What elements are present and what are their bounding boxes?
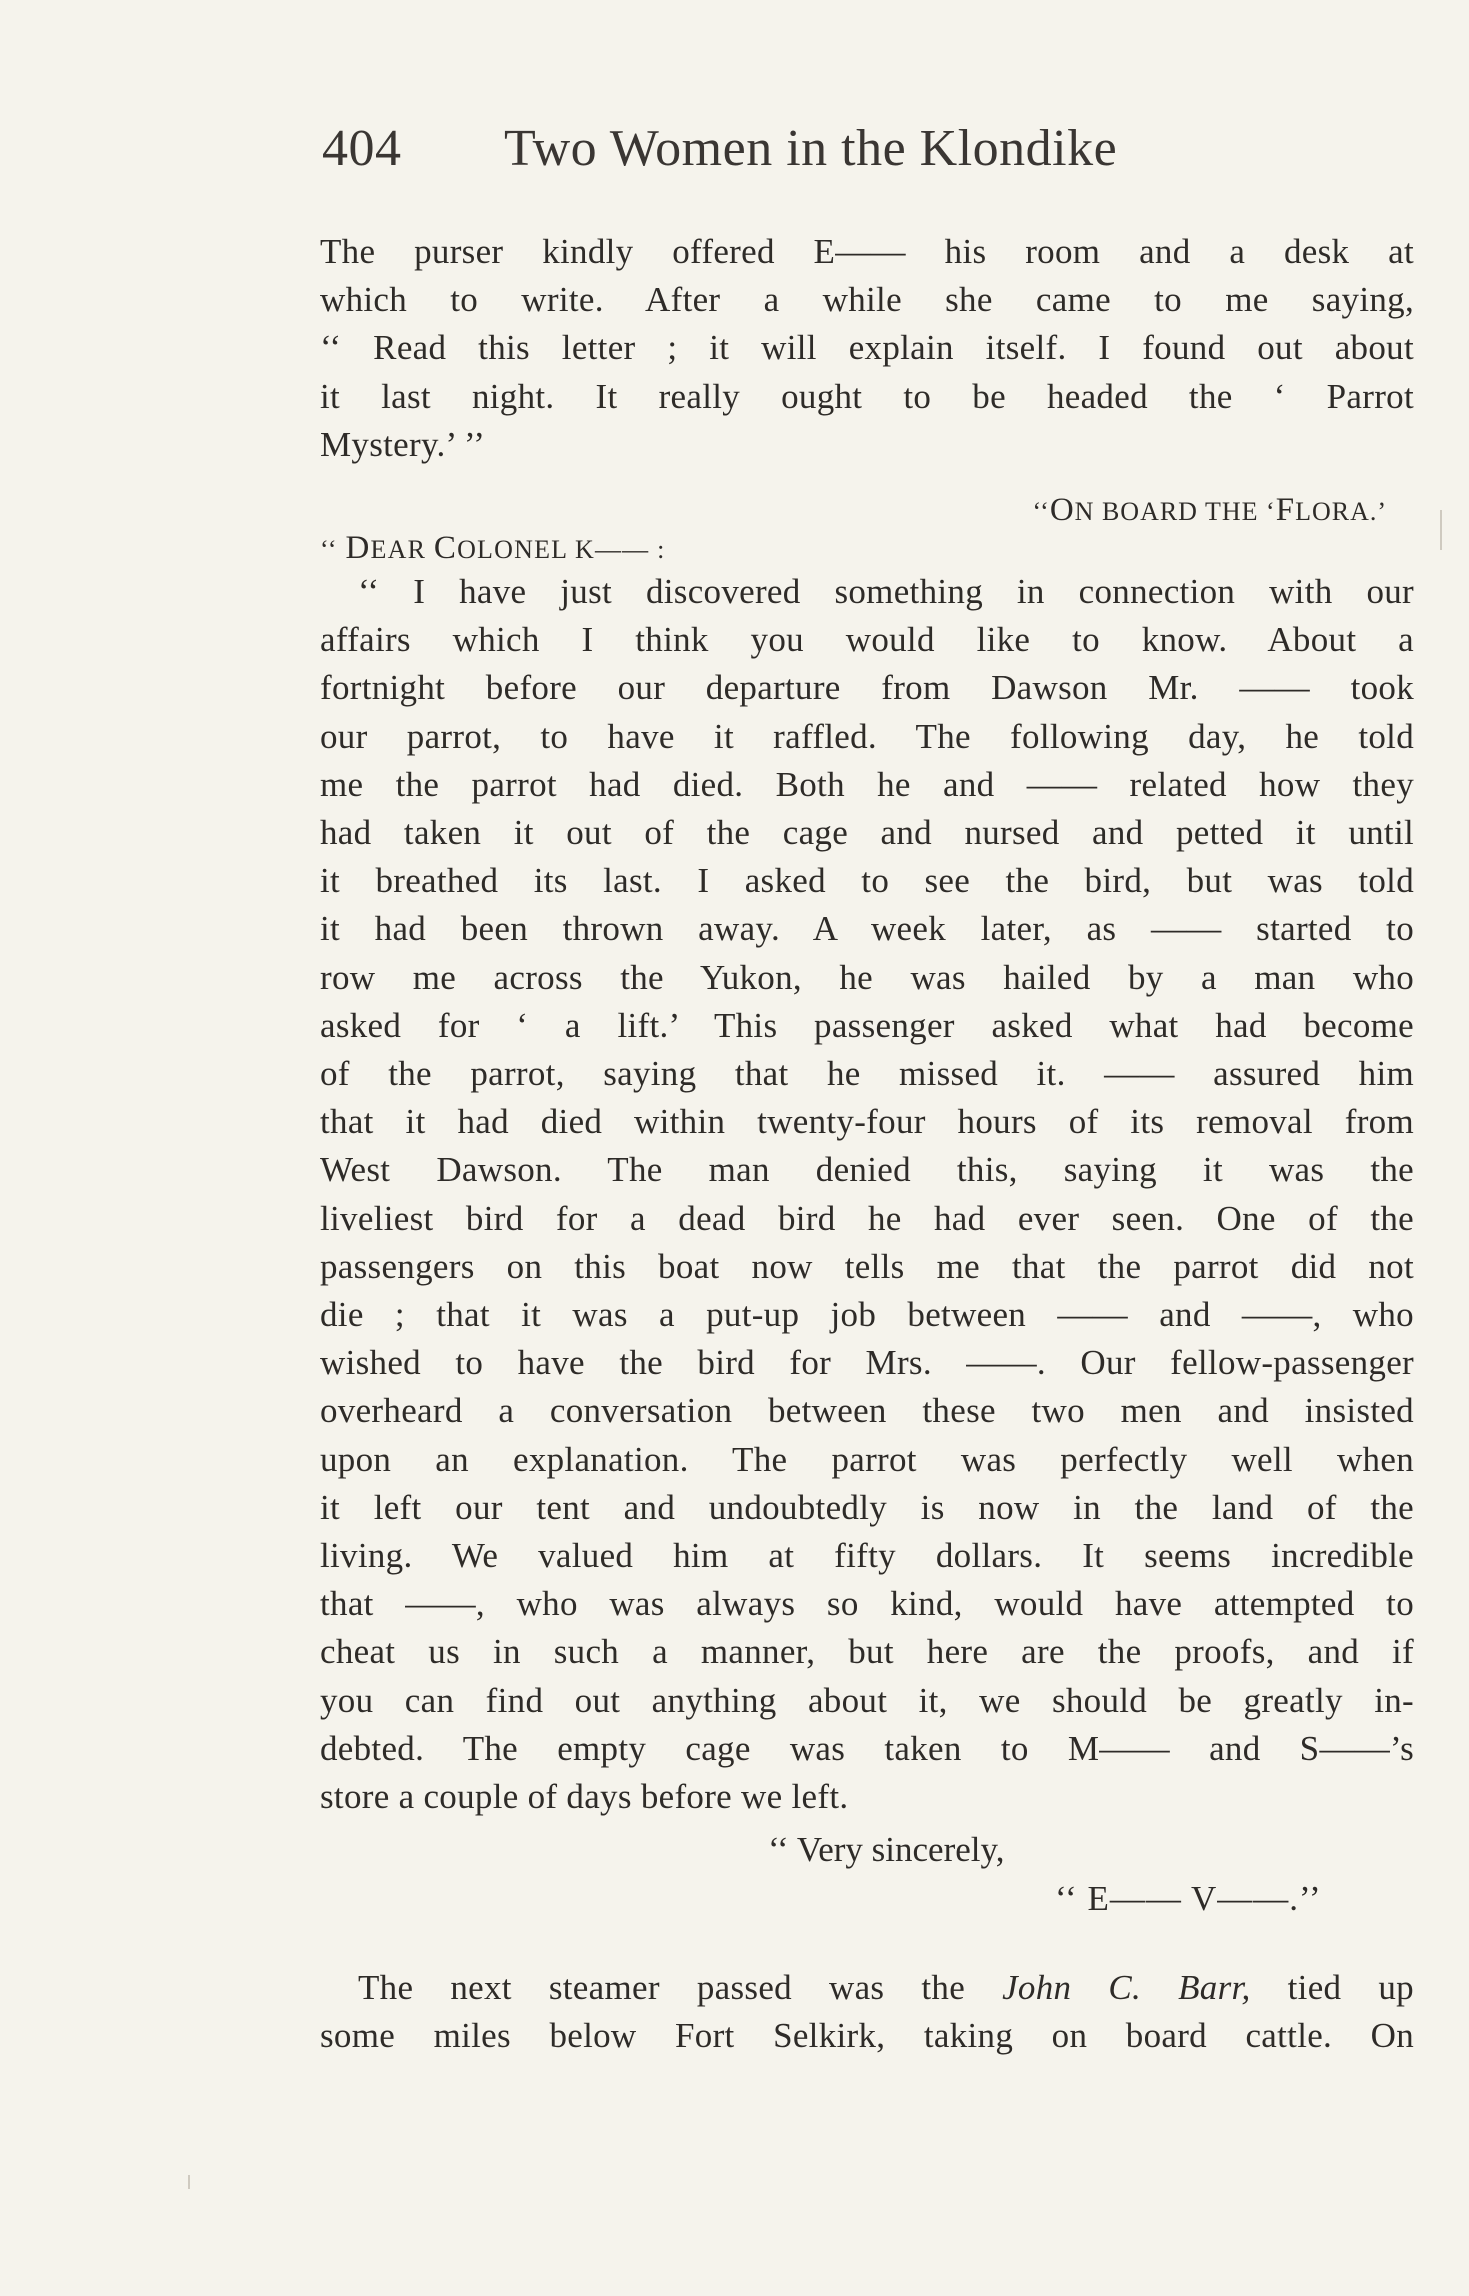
location-rest: N BOARD THE ‘ — [1074, 497, 1276, 526]
salutation-cap1: D — [345, 530, 371, 566]
text-line: had taken it out of the cage and nursed and petted it until — [320, 813, 1414, 853]
letter-salutation — [320, 524, 666, 574]
letter-closing: ‘‘ Very sincerely, — [768, 1830, 1005, 1869]
text-line: cheat us in such a manner, but here are the proofs, and if — [320, 1632, 1414, 1672]
intro-paragraph — [320, 228, 1414, 469]
location-cap2: F — [1275, 492, 1296, 528]
letter-location — [1032, 490, 1387, 532]
steamer-name: John C. Barr, — [1002, 1968, 1251, 2007]
location-cap: O — [1049, 492, 1075, 528]
salutation-rest1: EAR — [370, 535, 434, 564]
text-line: which to write. After a while she came to me saying, — [320, 280, 1414, 320]
text-line: that ——, who was always so kind, would have attempted to — [320, 1584, 1414, 1624]
location-end: LORA.’ — [1295, 497, 1387, 526]
location-prefix: ‘‘ — [1032, 497, 1050, 526]
book-title: Two Women in the Klondike — [504, 120, 1118, 177]
text-line: our parrot, to have it raffled. The following day, he told — [320, 716, 1414, 756]
text-line: it left our tent and undoubtedly is now in the land of the — [320, 1487, 1414, 1527]
text-line: overheard a conversation between these two men and insisted — [320, 1391, 1414, 1431]
paper-speck — [188, 2175, 190, 2189]
text-line: Mystery.’ ’’ — [320, 424, 486, 464]
text-line: liveliest bird for a dead bird he had ever seen. One of the — [320, 1198, 1414, 1238]
paper-speck — [1440, 510, 1442, 550]
running-head — [322, 118, 1322, 180]
text-line: me the parrot had died. Both he and —— related how they — [320, 764, 1414, 804]
final-line1-before: The next steamer passed was the — [358, 1968, 1003, 2007]
salutation-rest2: OLONEL K—— : — [457, 535, 666, 564]
text-line: asked for ‘ a lift.’ This passenger asked what had become — [320, 1005, 1414, 1045]
final-paragraph — [320, 1964, 1414, 2060]
text-line: ‘‘ Read this letter ; it will explain itself. I found out about — [320, 328, 1414, 368]
page-number: 404 — [322, 120, 402, 177]
text-line: of the parrot, saying that he missed it. —— assured him — [320, 1054, 1414, 1094]
text-line: store a couple of days before we left. — [320, 1777, 849, 1817]
text-line: debted. The empty cage was taken to M—— and S——’s — [320, 1728, 1414, 1768]
text-line: it had been thrown away. A week later, as —— started to — [320, 909, 1414, 949]
text-line: ‘‘ I have just discovered something in connection with our — [358, 572, 1414, 611]
text-line: you can find out anything about it, we should be greatly in- — [320, 1680, 1414, 1720]
text-line: affairs which I think you would like to know. About a — [320, 620, 1414, 660]
text-line: passengers on this boat now tells me that the parrot did not — [320, 1246, 1414, 1286]
text-line — [320, 1964, 1414, 2012]
text-line: upon an explanation. The parrot was perfectly well when — [320, 1439, 1414, 1479]
salutation-prefix: ‘‘ — [320, 535, 338, 564]
text-line: living. We valued him at fifty dollars. It seems incredible — [320, 1536, 1414, 1576]
text-line: fortnight before our departure from Dawson Mr. —— took — [320, 668, 1414, 708]
text-line: West Dawson. The man denied this, saying it was the — [320, 1150, 1414, 1190]
text-line: row me across the Yukon, he was hailed by a man who — [320, 957, 1414, 997]
text-line: some miles below Fort Selkirk, taking on board cattle. On — [320, 2016, 1414, 2056]
text-line: wished to have the bird for Mrs. ——. Our fellow-passenger — [320, 1343, 1414, 1383]
salutation-cap2: C — [433, 530, 458, 566]
final-line1-after: tied up — [1250, 1968, 1414, 2007]
letter-body — [320, 568, 1414, 1821]
text-line: it last night. It really ought to be headed the ‘ Parrot — [320, 376, 1414, 416]
text-line: that it had died within twenty-four hours of its removal from — [320, 1102, 1414, 1142]
text-line: it breathed its last. I asked to see the bird, but was told — [320, 861, 1414, 901]
letter-signature: ‘‘ E—— V——.’’ — [1055, 1879, 1322, 1918]
text-line: The purser kindly offered E—— his room and a desk at — [320, 232, 1414, 271]
text-line: die ; that it was a put-up job between —— and ——, who — [320, 1295, 1414, 1335]
